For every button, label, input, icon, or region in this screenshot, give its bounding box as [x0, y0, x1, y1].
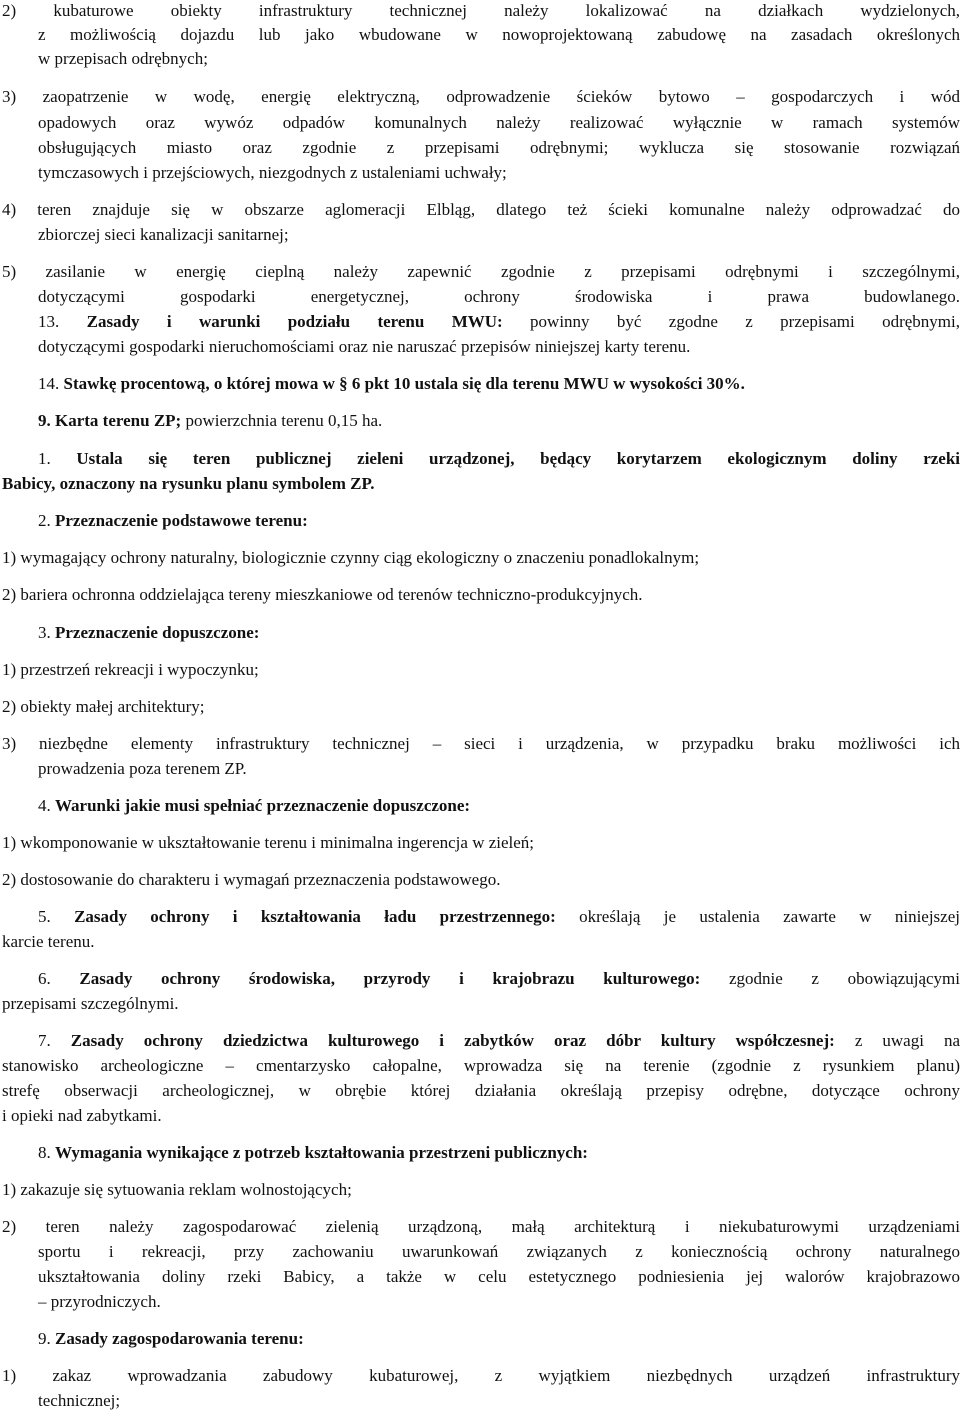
text-line — [2, 547, 960, 569]
text-span: dotyczącymi gospodarki nieruchomościami oraz nie naruszać przepisów niniejszej karty terenu. — [38, 337, 691, 356]
text-line — [2, 1216, 960, 1238]
text-line — [38, 24, 960, 46]
text-span: 4) teren znajduje się w obszarze aglomeracji Elbląg, dlatego też ścieki komunalne należy odprowadzać do — [2, 200, 960, 219]
text-line — [38, 1390, 960, 1412]
text-line — [38, 795, 960, 817]
text-span: w przepisach odrębnych; — [38, 49, 208, 68]
bold-text: Wymagania wynikające z potrzeb kształtowania przestrzeni publicznych: — [55, 1143, 588, 1162]
bold-text: Zasady i warunki podziału terenu MWU: — [86, 312, 503, 331]
text-span: zgodnie z obowiązującymi — [700, 969, 960, 988]
text-line — [2, 733, 960, 755]
text-span: 13. — [38, 312, 87, 331]
bold-text: Babicy, oznaczony na rysunku planu symbolem ZP. — [2, 474, 375, 493]
text-span: 2) teren należy zagospodarować zielenią urządzoną, małą architekturą i niekubaturowymi urządzeniami — [2, 1217, 960, 1236]
bold-text: Stawkę procentową, o której mowa w § 6 pkt 10 ustala się dla terenu MWU w wysokości 30%. — [63, 374, 745, 393]
text-line — [38, 510, 960, 532]
text-line — [2, 659, 960, 681]
text-span: karcie terenu. — [2, 932, 95, 951]
text-span: 4. — [38, 796, 55, 815]
text-span: powinny być zgodne z przepisami odrębnymi, — [502, 312, 960, 331]
text-span: 9. — [38, 1329, 55, 1348]
text-line — [38, 112, 960, 134]
text-line — [2, 261, 960, 283]
text-span: 1) zakazuje się sytuowania reklam wolnostojących; — [2, 1180, 352, 1199]
text-line — [38, 448, 960, 470]
text-line — [38, 906, 960, 928]
text-span: 2) kubaturowe obiekty infrastruktury technicznej należy lokalizować na działkach wydzielonych, — [2, 1, 960, 20]
text-span: strefę obserwacji archeologicznej, w obrębie której działania określają przepisy odrębne, dotyczące ochrony — [2, 1081, 960, 1100]
text-span: 1. — [38, 449, 77, 468]
text-line — [2, 869, 960, 891]
text-span: 5. — [38, 907, 75, 926]
text-span: 8. — [38, 1143, 55, 1162]
text-span: ukształtowania doliny rzeki Babicy, a także w celu estetycznego podniesienia jej walorów krajobrazowo — [38, 1267, 960, 1286]
text-span: zbiorczej sieci kanalizacji sanitarnej; — [38, 225, 289, 244]
text-line — [38, 373, 960, 395]
text-span: określają je ustalenia zawarte w niniejszej — [555, 907, 960, 926]
text-line — [38, 286, 960, 308]
bold-text: Zasady ochrony środowiska, przyrody i krajobrazu kulturowego: — [79, 969, 701, 988]
text-line — [2, 1105, 960, 1127]
text-line — [38, 968, 960, 990]
text-span: 14. — [38, 374, 64, 393]
text-line — [2, 86, 960, 108]
text-line — [38, 758, 960, 780]
text-line — [2, 832, 960, 854]
bold-text: Przeznaczenie podstawowe terenu: — [55, 511, 308, 530]
text-span: z uwagi na — [834, 1031, 960, 1050]
text-line — [2, 473, 960, 495]
text-span: powierzchnia terenu 0,15 ha. — [181, 411, 383, 430]
text-line — [38, 137, 960, 159]
text-span: z możliwością dojazdu lub jako wbudowane w nowoprojektowaną zabudowę na zasadach określonych — [38, 25, 960, 44]
text-span: stanowisko archeologiczne – cmentarzysko całopalne, wprowadza się na terenie (zgodnie z rysunkiem planu) — [2, 1056, 960, 1075]
text-span: 1) wymagający ochrony naturalny, biologicznie czynny ciąg ekologiczny o znaczeniu ponadlokalnym; — [2, 548, 700, 567]
bold-text: Zasady zagospodarowania terenu: — [55, 1329, 304, 1348]
text-span: dotyczącymi gospodarki energetycznej, ochrony środowiska i prawa budowlanego. — [38, 287, 960, 306]
text-line — [38, 1030, 960, 1052]
text-span: 2) dostosowanie do charakteru i wymagań przeznaczenia podstawowego. — [2, 870, 501, 889]
text-span: tymczasowych i przejściowych, niezgodnych z ustaleniami uchwały; — [38, 163, 507, 182]
text-line — [38, 311, 960, 333]
text-span: i opieki nad zabytkami. — [2, 1106, 162, 1125]
text-line — [38, 336, 960, 358]
text-line — [2, 1365, 960, 1387]
text-line — [2, 1080, 960, 1102]
text-line — [38, 1142, 960, 1164]
text-span: opadowych oraz wywóz odpadów komunalnych należy realizować wyłącznie w ramach systemów — [38, 113, 960, 132]
text-span: 1) przestrzeń rekreacji i wypoczynku; — [2, 660, 259, 679]
text-span: 5) zasilanie w energię cieplną należy zapewnić zgodnie z przepisami odrębnymi i szczególnymi, — [2, 262, 960, 281]
text-line — [2, 696, 960, 718]
text-span: 2) bariera ochronna oddzielająca tereny mieszkaniowe od terenów techniczno-produkcyjnych. — [2, 585, 643, 604]
text-span: 2. — [38, 511, 55, 530]
text-span: prowadzenia poza terenem ZP. — [38, 759, 247, 778]
text-line — [38, 1241, 960, 1263]
bold-text: Zasady ochrony i kształtowania ładu przestrzennego: — [74, 907, 556, 926]
text-line — [38, 162, 960, 184]
text-span: 2) obiekty małej architektury; — [2, 697, 205, 716]
text-span: technicznej; — [38, 1391, 121, 1410]
text-span: sportu i rekreacji, przy zachowaniu uwarunkowań związanych z koniecznością ochrony naturalnego — [38, 1242, 960, 1261]
text-line — [38, 622, 960, 644]
text-line — [38, 224, 960, 246]
bold-text: Zasady ochrony dziedzictwa kulturowego i zabytków oraz dóbr kultury współczesnej: — [70, 1031, 835, 1050]
text-span: 3) niezbędne elementy infrastruktury technicznej – sieci i urządzenia, w przypadku braku możliwości ich — [2, 734, 960, 753]
text-line — [2, 1055, 960, 1077]
text-line — [38, 410, 960, 432]
text-span: przepisami szczególnymi. — [2, 994, 179, 1013]
text-span: 3. — [38, 623, 55, 642]
text-line — [38, 1291, 960, 1313]
text-line — [2, 199, 960, 221]
bold-text: Warunki jakie musi spełniać przeznaczenie dopuszczone: — [55, 796, 471, 815]
bold-text: Ustala się teren publicznej zieleni urządzonej, będący korytarzem ekologicznym doliny rzeki — [76, 449, 960, 468]
text-span: obsługujących miasto oraz zgodnie z przepisami odrębnymi; wyklucza się stosowanie rozwiązań — [38, 138, 960, 157]
bold-text: Przeznaczenie dopuszczone: — [55, 623, 260, 642]
text-span: 1) wkomponowanie w ukształtowanie terenu i minimalna ingerencja w zieleń; — [2, 833, 535, 852]
text-line — [2, 1179, 960, 1201]
text-span: – przyrodniczych. — [38, 1292, 161, 1311]
text-line — [38, 48, 960, 70]
text-line — [2, 993, 960, 1015]
text-span: 1) zakaz wprowadzania zabudowy kubaturowej, z wyjątkiem niezbędnych urządzeń infrastruktury — [2, 1366, 960, 1385]
bold-text: 9. Karta terenu ZP; — [38, 411, 182, 430]
text-span: 6. — [38, 969, 80, 988]
text-span: 3) zaopatrzenie w wodę, energię elektryczną, odprowadzenie ścieków bytowo – gospodarczych i wód — [2, 87, 960, 106]
text-span: 7. — [38, 1031, 71, 1050]
text-line — [2, 0, 960, 22]
text-line — [2, 931, 960, 953]
text-line — [2, 584, 960, 606]
text-line — [38, 1328, 960, 1350]
text-line — [38, 1266, 960, 1288]
